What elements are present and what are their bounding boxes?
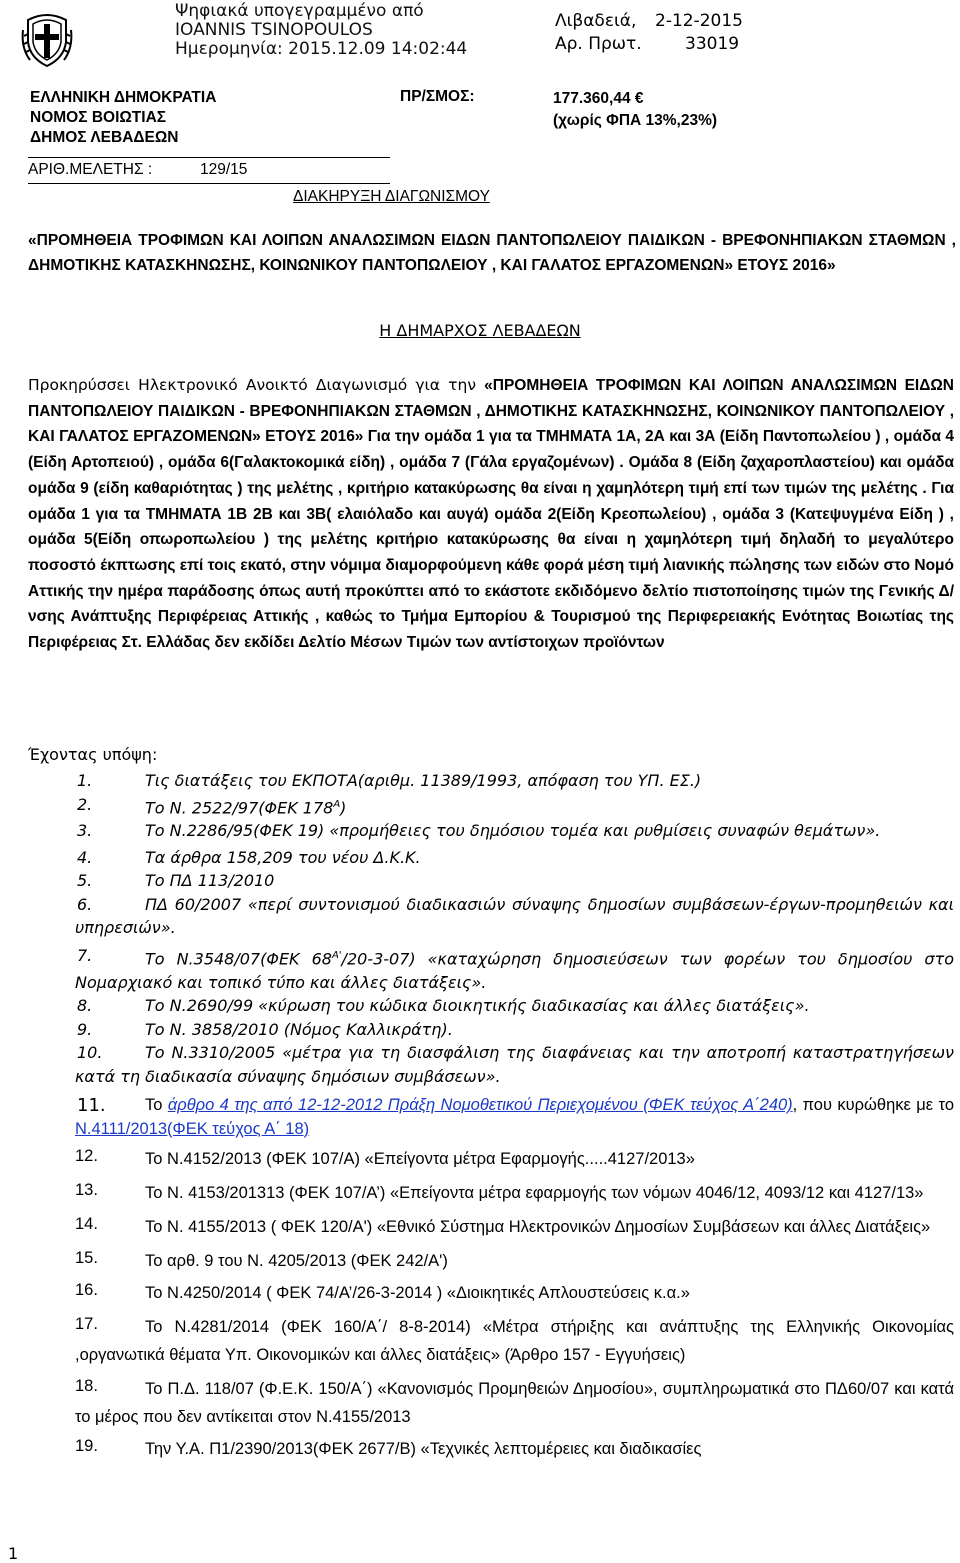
body-intro: Προκηρύσσει Ηλεκτρονικό Ανοικτό Διαγωνισμό για την [28,376,485,394]
signature-line-3: Ημερομηνία: 2015.12.09 14:02:44 [175,39,468,59]
digital-signature [175,2,467,59]
mayor-heading: Η ΔΗΜΑΡΧΟΣ ΛΕΒΑΔΕΩΝ [379,321,581,340]
list-item: 10. Το Ν.3310/2005 «μέτρα για τη διασφάλιση της διαφάνειας και την αποτροπή καταστρατηγήσεων κατά τη διαδικασία σύναψης δημόσιων συμβάσεων». [75,1043,954,1086]
budget-label: ΠΡ/ΣΜΟΣ: [400,88,475,105]
budget-value: 177.360,44 € [553,90,644,107]
divider-line [28,183,390,184]
signature-line-1: Ψηφιακά υπογεγραμμένο από [175,1,424,21]
list-item: 9. Το Ν. 3858/2010 (Νόμος Καλλικράτη). [77,1019,453,1039]
list-item: 18. Το Π.Δ. 118/07 (Φ.Ε.Κ. 150/Α΄) «Κανονισμός Προμηθειών Δημοσίου», συμπληρωματικά στο ΠΔ60/07 και κατά το μέρος που δεν αντίκειται στον Ν.4155/2013 [75,1377,954,1427]
list-item: 4. Τα άρθρα 158,209 του νέου Δ.Κ.Κ. [77,847,421,867]
protocol-number: 33019 [685,34,740,54]
list-item: 3. Το Ν.2286/95(ΦΕΚ 19) «προμήθειες του δημόσιου τομέα και ρυθμίσεις συναφών θεμάτων». [77,821,881,841]
issuer-prefecture: ΝΟΜΟΣ ΒΟΙΩΤΙΑΣ [30,109,167,126]
body-main: «ΠΡΟΜΗΘΕΙΑ ΤΡΟΦΙΜΩΝ ΚΑΙ ΛΟΙΠΩΝ ΑΝΑΛΩΣΙΜΩΝ ΕΙΔΩΝ ΠΑΝΤΟΠΩΛΕΙΟΥ ΠΑΙΔΙΚΩΝ - ΒΡΕΦΟΝΗΠΙΑΚΩΝ ΣΤΑΘΜΩΝ , ΔΗΜΟΤΙΚΗΣ ΚΑΤΑΣΚΗΝΩΣΗΣ, ΚΟΙΝΩΝΙΚΟΥ ΠΑΝΤΟΠΩΛΕΙΟΥ , ΚΑΙ ΓΑΛΑΤΟΣ ΕΡΓΑΖΟΜΕΝΩΝ» ΕΤΟΥΣ 2016» Για την ομάδα 1 για τα ΤΜΗΜΑΤΑ 1Α, 2Α και 3Α (Είδη Παντοπωλείου ) , ομάδα 4 (Είδη Αρτοπειού) , ομάδα 6(Γαλακτοκομικά είδη) , ομάδα 7 (Γάλα εργαζομένων) . Ομάδα 8 (Είδη ζαχαροπλαστείου) και ομάδα ομάδα 9 (είδη καθαριότητας ) της μελέτης , κριτήριο κατακύρωσης θα είναι η χαμηλότερη τιμή επί των τιμών της μελέτης . Για ομάδα 1 για τα ΤΜΗΜΑΤΑ 1Β 2Β και 3Β( ελαιόλαδο και αυγά) ομάδα 2(Είδη Κρεοπωλείου) , ομάδα 3 (Κατεψυγμένα Είδη ) , ομάδα 5(Είδη οπωροπωλείου ) της μελέτης κριτήριο κατακύρωσης θα είναι η χαμηλότερη τιμή δηλαδή το μεγαλύτερο ποσοστό έκπτωσης επί τοις εκατό, στην νόμιμα διαμορφούμενη κάθε φορά μέση τιμή λιανικής πώλησης των ειδών στο Νομό Αττικής την ημέρα παράδοσης όπως αυτή προκύπτει από το εκάστοτε εκδιδόμενο δελτίο πιστοποίησης τιμών της Γενικής Δ/νσης Ανάπτυξης Περιφέρειας Αττικής , καθώς το Τμήμα Εμπορίου & Τουρισμού της Περιφερειακής Ενότητας Βοιωτίας της Περιφέρειας Στ. Ελλάδας δεν εκδίδει Δελτίο Μέσων Τιμών των αντίστοιχων προϊόντων [28,377,955,652]
list-item: 5. Το ΠΔ 113/2010 [77,871,275,891]
list-item: 1. Τις διατάξεις του ΕΚΠΟΤΑ(αριθμ. 11389/1993, απόφαση του ΥΠ. ΕΣ.) [77,771,702,790]
protocol-label: Αρ. Πρωτ. [555,34,642,54]
list-item: 2. Το Ν. 2522/97(ΦΕΚ $178^A$) [77,794,347,817]
budget-note: (χωρίς ΦΠΑ 13%,23%) [553,112,718,129]
list-item: 15. Το αρθ. 9 του Ν. 4205/2013 (ΦΕΚ 242/Α') [75,1249,448,1271]
issuer-country: ΕΛΛΗΝΙΚΗ ΔΗΜΟΚΡΑΤΙΑ [30,89,217,106]
list-item: 12. Το Ν.4152/2013 (ΦΕΚ 107/Α) «Επείγοντα μέτρα Εφαρμογής.....4127/2013» [75,1147,695,1169]
budget-block [553,88,717,132]
announcement-heading: ΔΙΑΚΗΡΥΞΗ ΔΙΑΓΩΝΙΣΜΟΥ [293,188,490,205]
list-item: 13. Το Ν. 4153/201313 (ΦΕΚ 107/Α’) «Επείγοντα μέτρα εφαρμογής των νόμων 4046/12, 4093/12 και 4127/13» [75,1181,924,1203]
document-date: 2-12-2015 [655,11,743,31]
list-item: 16. Το Ν.4250/2014 ( ΦΕΚ 74/Α’/26-3-2014 ) «Διοικητικές Απλουστεύσεις κ.α.» [75,1281,690,1303]
place-date-label: Λιβαδειά, [555,11,637,31]
greek-emblem-icon [20,12,74,68]
date-protocol-block [555,10,743,56]
list-item: 11. Το άρθρο 4 της από 12-12-2012 Πράξη Νομοθετικού Περιεχομένου (ΦΕΚ τεύχος Α΄240), που κυρώθηκε με το Ν.4111/2013(ΦΕΚ τεύχος Α΄ 18) [75,1095,954,1138]
considerations-label: Έχοντας υπόψη: [28,745,158,764]
list-item: 17. Το Ν.4281/2014 (ΦΕΚ 160/Α΄/ 8-8-2014) «Μέτρα στήριξης και ανάπτυξης της Ελληνικής Οικονομίας ,οργανωτικά θέματα Υπ. Οικονομικών και άλλες διατάξεις» (Άρθρο 157 - Εγγυήσεις) [75,1315,954,1365]
study-number-row [28,161,248,179]
law-link-article-4[interactable]: άρθρο 4 της από 12-12-2012 Πράξη Νομοθετικού Περιεχομένου (ΦΕΚ τεύχος Α΄240) [167,1096,793,1115]
list-item: 14. Το Ν. 4155/2013 ( ΦΕΚ 120/Α') «Εθνικό Σύστημα Ηλεκτρονικών Δημοσίων Συμβάσεων και άλλες Διατάξεις» [75,1215,931,1237]
study-number: 129/15 [200,161,248,178]
study-label: ΑΡΙΘ.ΜΕΛΕΤΗΣ : [28,161,153,178]
list-item: 8. Το Ν.2690/99 «κύρωση του κώδικα διοικητικής διαδικασίας και άλλες διατάξεις». [77,996,810,1016]
page-number: 1 [8,1544,19,1563]
issuer-block [30,88,216,148]
considerations-list [28,769,954,1463]
list-item: 6. ΠΔ 60/2007 «περί συντονισμού διαδικασιών σύναψης δημοσίων συμβάσεων-έργων-προμηθειών και υπηρεσιών». [75,894,954,938]
list-item: 7. Το Ν.3548/07(ΦΕΚ $68^{A'}/20-3-07$) «καταχώρηση δημοσιεύσεων των φορέων του δημοσίου στο Νομαρχιακό και τοπικό τύπο και άλλες διατάξεις». [75,945,954,992]
signature-line-2: IOANNIS TSINOPOULOS [175,20,373,40]
tender-title: «ΠΡΟΜΗΘΕΙΑ ΤΡΟΦΙΜΩΝ ΚΑΙ ΛΟΙΠΩΝ ΑΝΑΛΩΣΙΜΩΝ ΕΙΔΩΝ ΠΑΝΤΟΠΩΛΕΙΟΥ ΠΑΙΔΙΚΩΝ - ΒΡΕΦΟΝΗΠΙΑΚΩΝ ΣΤΑΘΜΩΝ , ΔΗΜΟΤΙΚΗΣ ΚΑΤΑΣΚΗΝΩΣΗΣ, ΚΟΙΝΩΝΙΚΟΥ ΠΑΝΤΟΠΩΛΕΙΟΥ , ΚΑΙ ΓΑΛΑΤΟΣ ΕΡΓΑΖΟΜΕΝΩΝ» ΕΤΟΥΣ 2016» [28,232,956,274]
law-link-4111-2013[interactable]: Ν.4111/2013(ΦΕΚ τεύχος Α΄ 18) [75,1119,310,1138]
divider-line [28,157,390,158]
issuer-municipality: ΔΗΜΟΣ ΛΕΒΑΔΕΩΝ [30,129,179,146]
announcement-body [28,373,954,656]
list-item: 19. Την Υ.Α. Π1/2390/2013(ΦΕΚ 2677/Β) «Τεχνικές λεπτομέρειες και διαδικασίες [75,1437,702,1459]
